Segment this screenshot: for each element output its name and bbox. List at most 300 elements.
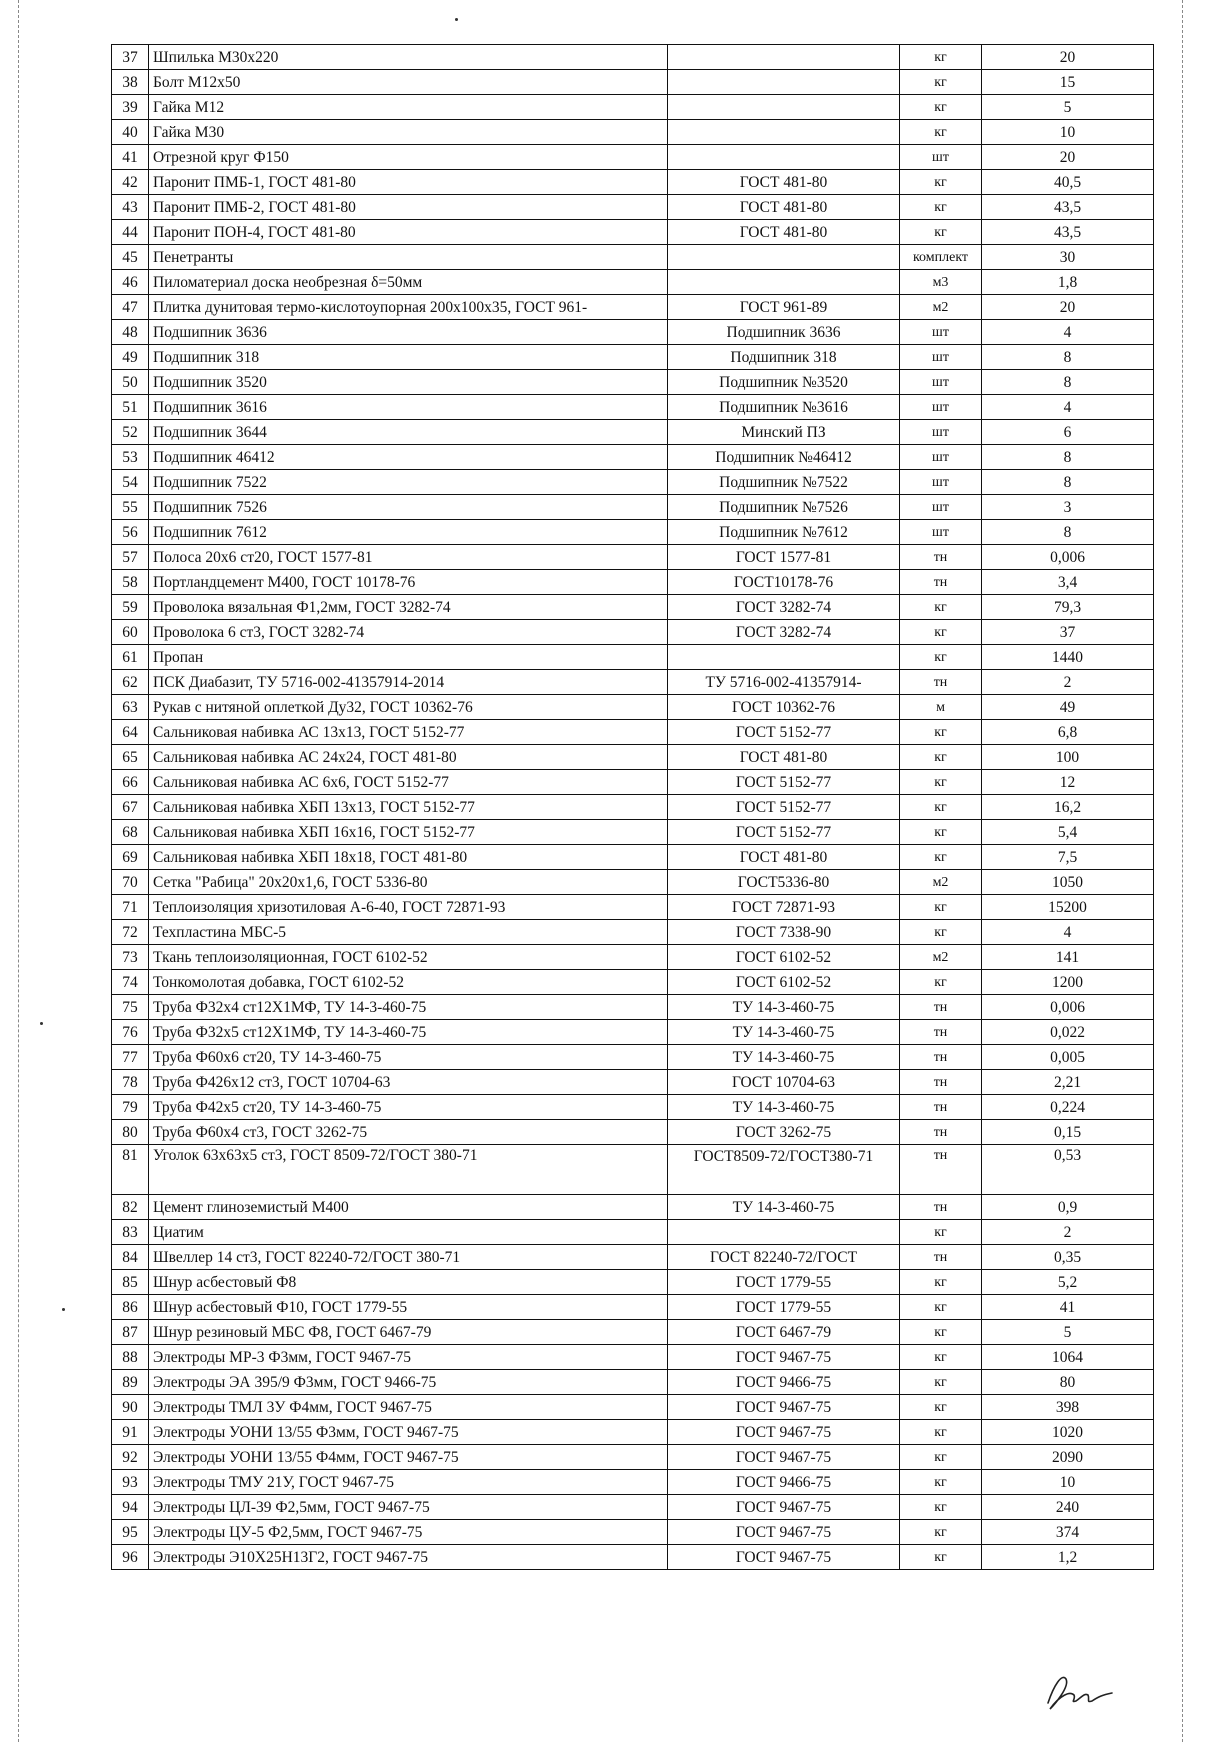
row-number-cell: 44 [112,220,149,245]
standard-cell [668,70,900,95]
table-row [112,920,1154,945]
quantity-cell: 5,4 [982,820,1154,845]
unit-cell: тн [900,995,982,1020]
standard-cell: ГОСТ 9466-75 [668,1470,900,1495]
row-number-cell: 61 [112,645,149,670]
item-name-cell: Электроды УОНИ 13/55 Ф3мм, ГОСТ 9467-75 [149,1420,668,1445]
item-name-cell: Паронит ПОН-4, ГОСТ 481-80 [149,220,668,245]
quantity-cell: 5 [982,1320,1154,1345]
quantity-cell: 8 [982,370,1154,395]
unit-cell: тн [900,1145,982,1195]
unit-cell: кг [900,70,982,95]
standard-cell: ГОСТ 9467-75 [668,1520,900,1545]
row-number-cell: 37 [112,45,149,70]
scan-speck [455,18,458,21]
item-name-cell: Швеллер 14 ст3, ГОСТ 82240-72/ГОСТ 380-71 [149,1245,668,1270]
row-number-cell: 51 [112,395,149,420]
item-name-cell: Труба Ф426х12 ст3, ГОСТ 10704-63 [149,1070,668,1095]
quantity-cell: 16,2 [982,795,1154,820]
item-name-cell: Сальниковая набивка АС 6х6, ГОСТ 5152-77 [149,770,668,795]
standard-cell: ГОСТ 1779-55 [668,1295,900,1320]
table-row [112,1470,1154,1495]
standard-cell: ГОСТ 481-80 [668,220,900,245]
unit-cell: шт [900,395,982,420]
standard-cell [668,95,900,120]
unit-cell: тн [900,1095,982,1120]
quantity-cell: 20 [982,295,1154,320]
quantity-cell: 0,224 [982,1095,1154,1120]
row-number-cell: 40 [112,120,149,145]
unit-cell: тн [900,1120,982,1145]
item-name-cell: Электроды ЦЛ-39 Ф2,5мм, ГОСТ 9467-75 [149,1495,668,1520]
item-name-cell: Электроды ЭА 395/9 Ф3мм, ГОСТ 9466-75 [149,1370,668,1395]
standard-cell: Подшипник 3636 [668,320,900,345]
unit-cell: кг [900,920,982,945]
standard-cell: ГОСТ 6467-79 [668,1320,900,1345]
unit-cell: кг [900,170,982,195]
scan-margin-line-left [18,0,19,1742]
standard-cell: ТУ 14-3-460-75 [668,995,900,1020]
row-number-cell: 47 [112,295,149,320]
standard-cell: ГОСТ 72871-93 [668,895,900,920]
row-number-cell: 45 [112,245,149,270]
unit-cell: кг [900,195,982,220]
standard-cell [668,645,900,670]
table-row [112,370,1154,395]
table-row [112,145,1154,170]
table-row [112,1395,1154,1420]
row-number-cell: 41 [112,145,149,170]
quantity-cell: 30 [982,245,1154,270]
table-row [112,670,1154,695]
table-row [112,295,1154,320]
row-number-cell: 65 [112,745,149,770]
item-name-cell: Труба Ф32х5 ст12Х1МФ, ТУ 14-3-460-75 [149,1020,668,1045]
unit-cell: кг [900,595,982,620]
quantity-cell: 5 [982,95,1154,120]
quantity-cell: 4 [982,320,1154,345]
unit-cell: кг [900,1470,982,1495]
unit-cell: шт [900,345,982,370]
quantity-cell: 2 [982,1220,1154,1245]
quantity-cell: 80 [982,1370,1154,1395]
item-name-cell: Подшипник 7522 [149,470,668,495]
table-row [112,120,1154,145]
table-row [112,95,1154,120]
materials-table [111,44,1154,1570]
item-name-cell: Рукав с нитяной оплеткой Ду32, ГОСТ 10362-76 [149,695,668,720]
quantity-cell: 0,006 [982,545,1154,570]
row-number-cell: 88 [112,1345,149,1370]
quantity-cell: 1050 [982,870,1154,895]
unit-cell: кг [900,1395,982,1420]
quantity-cell: 0,005 [982,1045,1154,1070]
table-row [112,645,1154,670]
standard-cell [668,245,900,270]
item-name-cell: Электроды ТМЛ 3У Ф4мм, ГОСТ 9467-75 [149,1395,668,1420]
unit-cell: м2 [900,295,982,320]
item-name-cell: Сальниковая набивка ХБП 16х16, ГОСТ 5152-77 [149,820,668,845]
quantity-cell: 4 [982,395,1154,420]
quantity-cell: 15200 [982,895,1154,920]
row-number-cell: 66 [112,770,149,795]
table-row [112,1320,1154,1345]
row-number-cell: 94 [112,1495,149,1520]
unit-cell: шт [900,370,982,395]
unit-cell: м2 [900,870,982,895]
table-row [112,1445,1154,1470]
standard-cell: ТУ 14-3-460-75 [668,1045,900,1070]
unit-cell: кг [900,1495,982,1520]
unit-cell: кг [900,770,982,795]
item-name-cell: Подшипник 3520 [149,370,668,395]
item-name-cell: Электроды УОНИ 13/55 Ф4мм, ГОСТ 9467-75 [149,1445,668,1470]
quantity-cell: 1200 [982,970,1154,995]
standard-cell: Минский ПЗ [668,420,900,445]
quantity-cell: 10 [982,120,1154,145]
row-number-cell: 78 [112,1070,149,1095]
unit-cell: кг [900,1220,982,1245]
table-row [112,620,1154,645]
handwritten-signature-icon [1040,1665,1120,1715]
row-number-cell: 67 [112,795,149,820]
unit-cell: тн [900,1195,982,1220]
standard-cell: ГОСТ 481-80 [668,745,900,770]
item-name-cell: Пенетранты [149,245,668,270]
unit-cell: кг [900,1320,982,1345]
quantity-cell: 43,5 [982,195,1154,220]
quantity-cell: 6 [982,420,1154,445]
row-number-cell: 68 [112,820,149,845]
item-name-cell: Цемент глиноземистый М400 [149,1195,668,1220]
standard-cell: ГОСТ 1577-81 [668,545,900,570]
standard-cell: ТУ 5716-002-41357914- [668,670,900,695]
item-name-cell: Шнур асбестовый Ф10, ГОСТ 1779-55 [149,1295,668,1320]
item-name-cell: Труба Ф42х5 ст20, ТУ 14-3-460-75 [149,1095,668,1120]
item-name-cell: Ткань теплоизоляционная, ГОСТ 6102-52 [149,945,668,970]
row-number-cell: 60 [112,620,149,645]
row-number-cell: 81 [112,1145,149,1195]
unit-cell: кг [900,1295,982,1320]
unit-cell: тн [900,1245,982,1270]
standard-cell: Подшипник №3616 [668,395,900,420]
item-name-cell: Сальниковая набивка АС 24х24, ГОСТ 481-80 [149,745,668,770]
standard-cell: ГОСТ 481-80 [668,170,900,195]
standard-cell: ТУ 14-3-460-75 [668,1195,900,1220]
quantity-cell: 20 [982,145,1154,170]
item-name-cell: Пиломатериал доска необрезная δ=50мм [149,270,668,295]
unit-cell: кг [900,95,982,120]
item-name-cell: Циатим [149,1220,668,1245]
row-number-cell: 86 [112,1295,149,1320]
quantity-cell: 2090 [982,1445,1154,1470]
quantity-cell: 1064 [982,1345,1154,1370]
row-number-cell: 50 [112,370,149,395]
row-number-cell: 52 [112,420,149,445]
standard-cell: ГОСТ 5152-77 [668,820,900,845]
quantity-cell: 40,5 [982,170,1154,195]
unit-cell: кг [900,1420,982,1445]
unit-cell: тн [900,1045,982,1070]
row-number-cell: 96 [112,1545,149,1570]
table-row [112,170,1154,195]
unit-cell: м2 [900,945,982,970]
row-number-cell: 89 [112,1370,149,1395]
scan-speck [40,1022,43,1025]
item-name-cell: Электроды МР-3 Ф3мм, ГОСТ 9467-75 [149,1345,668,1370]
table-row [112,945,1154,970]
standard-cell [668,270,900,295]
item-name-cell: Проволока 6 ст3, ГОСТ 3282-74 [149,620,668,645]
standard-cell: ГОСТ 9467-75 [668,1495,900,1520]
quantity-cell: 37 [982,620,1154,645]
item-name-cell: Электроды ЦУ-5 Ф2,5мм, ГОСТ 9467-75 [149,1520,668,1545]
standard-cell: ГОСТ 6102-52 [668,970,900,995]
table-row [112,895,1154,920]
unit-cell: шт [900,420,982,445]
quantity-cell: 5,2 [982,1270,1154,1295]
unit-cell: тн [900,1020,982,1045]
item-name-cell: Электроды Э10Х25Н13Г2, ГОСТ 9467-75 [149,1545,668,1570]
table-row [112,695,1154,720]
item-name-cell: Подшипник 3644 [149,420,668,445]
row-number-cell: 83 [112,1220,149,1245]
standard-cell: Подшипник №7612 [668,520,900,545]
unit-cell: тн [900,545,982,570]
item-name-cell: Отрезной круг Ф150 [149,145,668,170]
row-number-cell: 71 [112,895,149,920]
item-name-cell: Гайка М12 [149,95,668,120]
table-row [112,970,1154,995]
row-number-cell: 82 [112,1195,149,1220]
quantity-cell: 0,53 [982,1145,1154,1195]
table-row [112,820,1154,845]
standard-cell: Подшипник №46412 [668,445,900,470]
unit-cell: кг [900,45,982,70]
quantity-cell: 12 [982,770,1154,795]
unit-cell: кг [900,1545,982,1570]
row-number-cell: 93 [112,1470,149,1495]
quantity-cell: 374 [982,1520,1154,1545]
table-row [112,320,1154,345]
row-number-cell: 43 [112,195,149,220]
quantity-cell: 43,5 [982,220,1154,245]
row-number-cell: 76 [112,1020,149,1045]
item-name-cell: ПСК Диабазит, ТУ 5716-002-41357914-2014 [149,670,668,695]
row-number-cell: 58 [112,570,149,595]
standard-cell [668,145,900,170]
quantity-cell: 0,022 [982,1020,1154,1045]
unit-cell: кг [900,1445,982,1470]
standard-cell: ТУ 14-3-460-75 [668,1095,900,1120]
standard-cell: ГОСТ 5152-77 [668,720,900,745]
quantity-cell: 3,4 [982,570,1154,595]
table-row [112,595,1154,620]
table-row [112,770,1154,795]
standard-cell: ГОСТ 481-80 [668,845,900,870]
item-name-cell: Техпластина МБС-5 [149,920,668,945]
unit-cell: кг [900,745,982,770]
table-row [112,470,1154,495]
item-name-cell: Электроды ТМУ 21У, ГОСТ 9467-75 [149,1470,668,1495]
row-number-cell: 62 [112,670,149,695]
row-number-cell: 79 [112,1095,149,1120]
table-row [112,1295,1154,1320]
unit-cell: кг [900,820,982,845]
quantity-cell: 1020 [982,1420,1154,1445]
row-number-cell: 77 [112,1045,149,1070]
unit-cell: тн [900,1070,982,1095]
row-number-cell: 49 [112,345,149,370]
table-row [112,995,1154,1020]
standard-cell: Подшипник №7522 [668,470,900,495]
quantity-cell: 8 [982,520,1154,545]
row-number-cell: 74 [112,970,149,995]
table-row [112,845,1154,870]
standard-cell: ГОСТ 10362-76 [668,695,900,720]
standard-cell: Подшипник №3520 [668,370,900,395]
table-row [112,720,1154,745]
standard-cell: ГОСТ 5152-77 [668,795,900,820]
item-name-cell: Тонкомолотая добавка, ГОСТ 6102-52 [149,970,668,995]
row-number-cell: 59 [112,595,149,620]
table-row [112,1245,1154,1270]
table-row [112,795,1154,820]
item-name-cell: Шнур асбестовый Ф8 [149,1270,668,1295]
unit-cell: кг [900,645,982,670]
item-name-cell: Паронит ПМБ-2, ГОСТ 481-80 [149,195,668,220]
unit-cell: кг [900,1270,982,1295]
item-name-cell: Теплоизоляция хризотиловая А-6-40, ГОСТ 72871-93 [149,895,668,920]
quantity-cell: 8 [982,470,1154,495]
table-row [112,495,1154,520]
table-row [112,1345,1154,1370]
quantity-cell: 8 [982,445,1154,470]
item-name-cell: Подшипник 3636 [149,320,668,345]
table-row [112,1095,1154,1120]
row-number-cell: 42 [112,170,149,195]
row-number-cell: 85 [112,1270,149,1295]
table-row [112,870,1154,895]
standard-cell: ГОСТ 9467-75 [668,1545,900,1570]
unit-cell: м3 [900,270,982,295]
quantity-cell: 8 [982,345,1154,370]
table-row [112,445,1154,470]
table-row [112,395,1154,420]
quantity-cell: 10 [982,1470,1154,1495]
table-row [112,520,1154,545]
standard-cell: ГОСТ 9467-75 [668,1445,900,1470]
unit-cell: кг [900,120,982,145]
standard-cell [668,120,900,145]
unit-cell: шт [900,470,982,495]
item-name-cell: Подшипник 46412 [149,445,668,470]
item-name-cell: Паронит ПМБ-1, ГОСТ 481-80 [149,170,668,195]
quantity-cell: 141 [982,945,1154,970]
standard-cell: ГОСТ8509-72/ГОСТ380-71 [668,1145,900,1195]
table-row [112,545,1154,570]
row-number-cell: 63 [112,695,149,720]
unit-cell: кг [900,795,982,820]
quantity-cell: 240 [982,1495,1154,1520]
row-number-cell: 73 [112,945,149,970]
item-name-cell: Труба Ф32х4 ст12Х1МФ, ТУ 14-3-460-75 [149,995,668,1020]
item-name-cell: Подшипник 3616 [149,395,668,420]
table-row [112,420,1154,445]
table-row [112,245,1154,270]
standard-cell: ГОСТ 5152-77 [668,770,900,795]
item-name-cell: Полоса 20х6 ст20, ГОСТ 1577-81 [149,545,668,570]
table-row [112,570,1154,595]
standard-cell: ГОСТ 1779-55 [668,1270,900,1295]
standard-cell: ГОСТ10178-76 [668,570,900,595]
quantity-cell: 2 [982,670,1154,695]
item-name-cell: Шпилька М30х220 [149,45,668,70]
item-name-cell: Болт М12х50 [149,70,668,95]
standard-cell: Подшипник 318 [668,345,900,370]
item-name-cell: Плитка дунитовая термо-кислотоупорная 200х100х35, ГОСТ 961- [149,295,668,320]
item-name-cell: Подшипник 7612 [149,520,668,545]
unit-cell: кг [900,1520,982,1545]
table-row [112,1220,1154,1245]
table-row [112,1195,1154,1220]
item-name-cell: Сальниковая набивка ХБП 13х13, ГОСТ 5152-77 [149,795,668,820]
standard-cell: ГОСТ 7338-90 [668,920,900,945]
row-number-cell: 55 [112,495,149,520]
row-number-cell: 46 [112,270,149,295]
table-row [112,745,1154,770]
quantity-cell: 398 [982,1395,1154,1420]
standard-cell: ГОСТ 961-89 [668,295,900,320]
standard-cell: ГОСТ 3282-74 [668,620,900,645]
row-number-cell: 38 [112,70,149,95]
item-name-cell: Подшипник 318 [149,345,668,370]
standard-cell: Подшипник №7526 [668,495,900,520]
standard-cell: ГОСТ 9466-75 [668,1370,900,1395]
standard-cell: ГОСТ 9467-75 [668,1420,900,1445]
unit-cell: кг [900,1370,982,1395]
quantity-cell: 7,5 [982,845,1154,870]
table-row [112,270,1154,295]
quantity-cell: 100 [982,745,1154,770]
table-row [112,1270,1154,1295]
quantity-cell: 49 [982,695,1154,720]
row-number-cell: 64 [112,720,149,745]
row-number-cell: 54 [112,470,149,495]
row-number-cell: 39 [112,95,149,120]
row-number-cell: 72 [112,920,149,945]
quantity-cell: 0,15 [982,1120,1154,1145]
item-name-cell: Портландцемент М400, ГОСТ 10178-76 [149,570,668,595]
row-number-cell: 56 [112,520,149,545]
unit-cell: кг [900,620,982,645]
unit-cell: кг [900,970,982,995]
unit-cell: шт [900,445,982,470]
item-name-cell: Сальниковая набивка ХБП 18х18, ГОСТ 481-80 [149,845,668,870]
quantity-cell: 2,21 [982,1070,1154,1095]
unit-cell: комплект [900,245,982,270]
standard-cell: ГОСТ5336-80 [668,870,900,895]
standard-cell: ГОСТ 10704-63 [668,1070,900,1095]
unit-cell: кг [900,1345,982,1370]
item-name-cell: Пропан [149,645,668,670]
item-name-cell: Труба Ф60х6 ст20, ТУ 14-3-460-75 [149,1045,668,1070]
row-number-cell: 80 [112,1120,149,1145]
standard-cell: ГОСТ 82240-72/ГОСТ [668,1245,900,1270]
standard-cell: ГОСТ 9467-75 [668,1345,900,1370]
quantity-cell: 20 [982,45,1154,70]
unit-cell: кг [900,220,982,245]
